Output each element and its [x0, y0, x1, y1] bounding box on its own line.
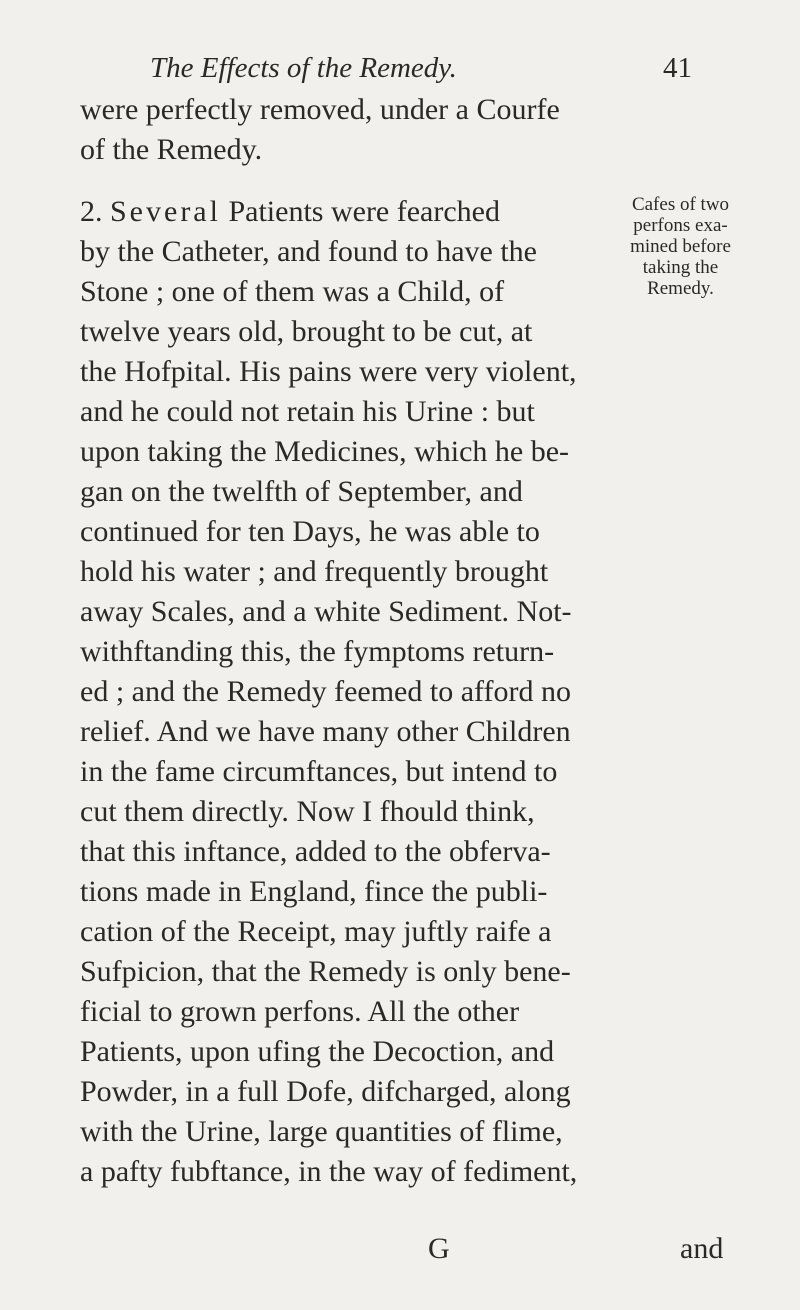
text-line: Sufpicion, that the Remedy is only bene-	[80, 955, 571, 988]
text-line: hold his water ; and frequently brought	[80, 555, 549, 588]
text-line: cut them directly. Now I fhould think,	[80, 795, 535, 828]
section-number: 2.	[80, 195, 110, 228]
text-line: in the fame circumftances, but intend to	[80, 755, 558, 788]
margin-note-line: perfons exa-	[633, 215, 728, 236]
text-line: and he could not retain his Urine : but	[80, 395, 535, 428]
margin-note	[568, 194, 793, 299]
text-line: gan on the twelfth of September, and	[80, 475, 523, 508]
running-title: The Effects of the Remedy.	[150, 52, 457, 84]
margin-note-line: Remedy.	[647, 278, 714, 299]
text-line: a pafty fubftance, in the way of fediment,	[80, 1155, 578, 1188]
catchword: and	[680, 1232, 724, 1265]
text-line: away Scales, and a white Sediment. Not-	[80, 595, 572, 628]
text-line: Stone ; one of them was a Child, of	[80, 275, 505, 308]
text-line: that this inftance, added to the obferva-	[80, 835, 551, 868]
page-number: 41	[663, 52, 692, 84]
text-line: of the Remedy.	[80, 133, 263, 166]
text-line: Powder, in a full Dofe, difcharged, along	[80, 1075, 571, 1108]
text-line: relief. And we have many other Children	[80, 715, 571, 748]
margin-note-line: taking the	[642, 257, 719, 278]
margin-note-line: mined before	[630, 236, 731, 257]
signature-mark: G	[428, 1232, 450, 1265]
margin-note-line: Cafes of two	[631, 194, 730, 215]
text-line: upon taking the Medicines, which he be-	[80, 435, 570, 468]
text-line: cation of the Receipt, may juftly raife a	[80, 915, 552, 948]
text-line: with the Urine, large quantities of flime,	[80, 1115, 563, 1148]
text-line: the Hofpital. His pains were very violent,	[80, 355, 577, 388]
text-line: by the Catheter, and found to have the	[80, 235, 537, 268]
text-line: tions made in England, fince the publi-	[80, 875, 548, 908]
text-line: ficial to grown perfons. All the other	[80, 995, 520, 1028]
running-header	[150, 52, 692, 92]
text-line: continued for ten Days, he was able to	[80, 515, 540, 548]
small-caps-word: Several	[110, 195, 221, 228]
text-line: Patients, upon ufing the Decoction, and	[80, 1035, 555, 1068]
section-opening-line	[80, 192, 500, 232]
text-line: withftanding this, the fymptoms return-	[80, 635, 555, 668]
text-line: twelve years old, brought to be cut, at	[80, 315, 533, 348]
line-tail: Patients were fearched	[220, 195, 500, 228]
text-line: were perfectly removed, under a Courfe	[80, 93, 560, 126]
text-line: ed ; and the Remedy feemed to afford no	[80, 675, 571, 708]
